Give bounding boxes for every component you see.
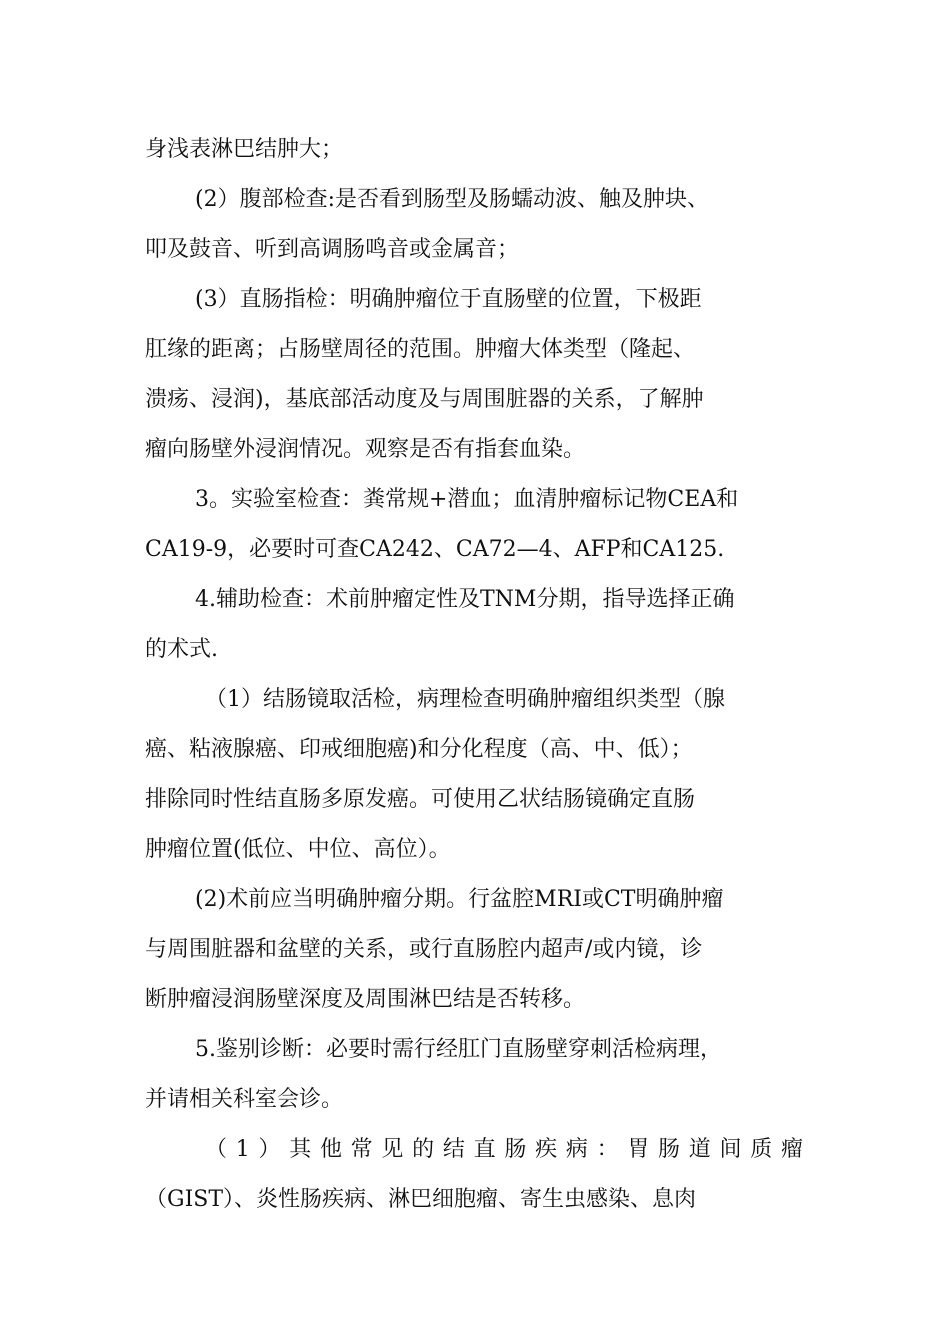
text-line: 的术式. (145, 637, 218, 662)
text-line: 断肿瘤浸润肠壁深度及周围淋巴结是否转移。 (145, 987, 586, 1012)
text-line: （1）其他常见的结直肠疾病：胃肠道间质瘤 (205, 1137, 803, 1162)
text-line: 4.辅助检查：术前肿瘤定性及TNM分期，指导选择正确 (195, 587, 735, 612)
text-line: CA19-9，必要时可查CA242、CA72—4、AFP和CA125. (145, 537, 725, 562)
text-line: 瘤向肠壁外浸润情况。观察是否有指套血染。 (145, 437, 586, 462)
text-line: （GIST）、炎性肠疾病、淋巴细胞瘤、寄生虫感染、息肉 (145, 1187, 697, 1212)
text-line: 身浅表淋巴结肿大； (145, 137, 344, 162)
text-line: 5.鉴别诊断：必要时需行经肛门直肠壁穿刺活检病理， (195, 1037, 722, 1062)
text-line: 溃疡、浸润)，基底部活动度及与周围脏器的关系，了解肿 (145, 387, 704, 412)
text-line: 肿瘤位置(低位、中位、高位）。 (145, 837, 451, 862)
text-line: (2)术前应当明确肿瘤分期。行盆腔MRI或CT明确肿瘤 (195, 887, 724, 912)
text-line: 叩及鼓音、听到高调肠鸣音或金属音； (145, 237, 520, 262)
text-line: 肛缘的距离；占肠壁周径的范围。肿瘤大体类型（隆起、 (145, 337, 696, 362)
text-line: (3）直肠指检：明确肿瘤位于直肠壁的位置，下极距 (195, 287, 702, 312)
text-line: 3。实验室检查：粪常规+潜血；血清肿瘤标记物CEA和 (195, 487, 739, 512)
text-line: (2）腹部检查:是否看到肠型及肠蠕动波、触及肿块、 (195, 187, 709, 212)
text-line: （1）结肠镜取活检，病理检查明确肿瘤组织类型（腺 (205, 687, 725, 712)
text-line: 并请相关科室会诊。 (145, 1087, 344, 1112)
text-line: 排除同时性结直肠多原发癌。可使用乙状结肠镜确定直肠 (145, 787, 696, 812)
text-line: 癌、粘液腺癌、印戒细胞癌)和分化程度（高、中、低）； (145, 737, 693, 762)
text-line: 与周围脏器和盆壁的关系，或行直肠腔内超声/或内镜，诊 (145, 937, 703, 962)
